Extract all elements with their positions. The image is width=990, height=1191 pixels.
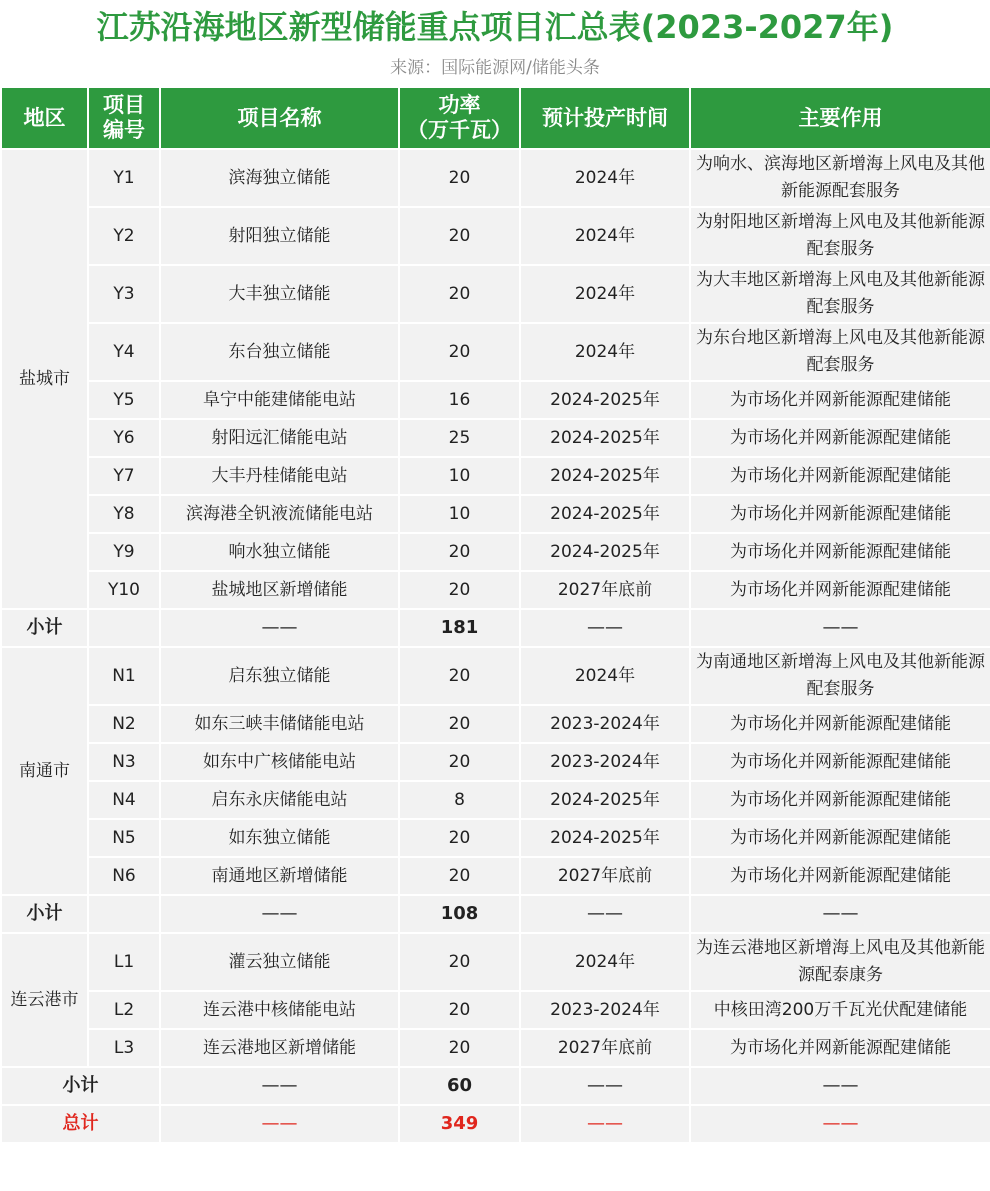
header-code: 项目 编号 <box>88 87 160 149</box>
table-row <box>1 457 990 495</box>
code-cell <box>88 609 160 647</box>
time-cell: 2024年 <box>520 647 690 705</box>
code-cell: Y4 <box>88 323 160 381</box>
table-row <box>1 207 990 265</box>
time-cell: 2027年底前 <box>520 1029 690 1067</box>
source-caption: 来源：国际能源网/储能头条 <box>390 58 600 78</box>
time-cell: —— <box>520 1067 690 1105</box>
power-cell: 20 <box>399 647 520 705</box>
purpose-cell: 为市场化并网新能源配建储能 <box>690 419 990 457</box>
code-cell: Y3 <box>88 265 160 323</box>
name-cell: 滨海港全钒液流储能电站 <box>160 495 399 533</box>
subtotal-row <box>1 1067 990 1105</box>
code-cell: L2 <box>88 991 160 1029</box>
time-cell: 2024-2025年 <box>520 819 690 857</box>
name-cell: 射阳独立储能 <box>160 207 399 265</box>
code-cell: N1 <box>88 647 160 705</box>
code-cell: Y10 <box>88 571 160 609</box>
purpose-cell: 为市场化并网新能源配建储能 <box>690 857 990 895</box>
name-cell: 如东独立储能 <box>160 819 399 857</box>
name-cell: 灌云独立储能 <box>160 933 399 991</box>
table-row <box>1 495 990 533</box>
purpose-cell: 为市场化并网新能源配建储能 <box>690 533 990 571</box>
table-row <box>1 781 990 819</box>
time-cell: 2024年 <box>520 933 690 991</box>
purpose-cell: 为大丰地区新增海上风电及其他新能源配套服务 <box>690 265 990 323</box>
code-cell: N4 <box>88 781 160 819</box>
code-cell: L1 <box>88 933 160 991</box>
time-cell: —— <box>520 895 690 933</box>
code-cell <box>88 895 160 933</box>
subtotal-label: 小计 <box>1 895 88 933</box>
code-cell: Y8 <box>88 495 160 533</box>
region-cell: 盐城市 <box>1 149 88 609</box>
time-cell: 2024-2025年 <box>520 781 690 819</box>
subtotal-power: 60 <box>399 1067 520 1105</box>
name-cell: 如东三峡丰储储能电站 <box>160 705 399 743</box>
time-cell: 2024-2025年 <box>520 419 690 457</box>
name-cell: —— <box>160 895 399 933</box>
code-cell: N6 <box>88 857 160 895</box>
code-cell: Y9 <box>88 533 160 571</box>
purpose-cell: 为市场化并网新能源配建储能 <box>690 819 990 857</box>
table-row <box>1 857 990 895</box>
power-cell: 8 <box>399 781 520 819</box>
code-cell: N3 <box>88 743 160 781</box>
header-region: 地区 <box>1 87 88 149</box>
power-cell: 20 <box>399 149 520 207</box>
purpose-cell: 中核田湾200万千瓦光伏配建储能 <box>690 991 990 1029</box>
time-cell: 2024-2025年 <box>520 457 690 495</box>
power-cell: 20 <box>399 743 520 781</box>
power-cell: 25 <box>399 419 520 457</box>
code-cell: Y5 <box>88 381 160 419</box>
purpose-cell: 为东台地区新增海上风电及其他新能源配套服务 <box>690 323 990 381</box>
purpose-cell: 为市场化并网新能源配建储能 <box>690 381 990 419</box>
power-cell: 20 <box>399 819 520 857</box>
subtotal-power: 108 <box>399 895 520 933</box>
name-cell: 东台独立储能 <box>160 323 399 381</box>
purpose-cell: 为市场化并网新能源配建储能 <box>690 705 990 743</box>
name-cell: 连云港中核储能电站 <box>160 991 399 1029</box>
time-cell: 2023-2024年 <box>520 705 690 743</box>
purpose-cell: 为市场化并网新能源配建储能 <box>690 743 990 781</box>
power-cell: 20 <box>399 323 520 381</box>
name-cell: 启东独立储能 <box>160 647 399 705</box>
subtotal-label: 小计 <box>1 609 88 647</box>
subtotal-row <box>1 895 990 933</box>
power-cell: 20 <box>399 933 520 991</box>
time-cell: 2027年底前 <box>520 571 690 609</box>
purpose-cell: 为市场化并网新能源配建储能 <box>690 571 990 609</box>
header-row <box>1 87 990 149</box>
name-cell: 滨海独立储能 <box>160 149 399 207</box>
purpose-cell: —— <box>690 895 990 933</box>
subtotal-label: 小计 <box>1 1067 160 1105</box>
projects-table <box>0 86 990 1144</box>
name-cell: 大丰独立储能 <box>160 265 399 323</box>
table-row <box>1 419 990 457</box>
name-cell: 大丰丹桂储能电站 <box>160 457 399 495</box>
name-cell: —— <box>160 1067 399 1105</box>
purpose-cell: 为市场化并网新能源配建储能 <box>690 1029 990 1067</box>
code-cell: L3 <box>88 1029 160 1067</box>
name-cell: 如东中广核储能电站 <box>160 743 399 781</box>
purpose-cell: 为射阳地区新增海上风电及其他新能源配套服务 <box>690 207 990 265</box>
table-row <box>1 381 990 419</box>
name-cell: —— <box>160 609 399 647</box>
purpose-cell: —— <box>690 609 990 647</box>
power-cell: 10 <box>399 457 520 495</box>
power-cell: 20 <box>399 857 520 895</box>
table-row <box>1 1029 990 1067</box>
power-cell: 20 <box>399 1029 520 1067</box>
name-cell: 盐城地区新增储能 <box>160 571 399 609</box>
time-cell: 2023-2024年 <box>520 991 690 1029</box>
purpose-cell: —— <box>690 1105 990 1143</box>
table-row <box>1 933 990 991</box>
power-cell: 20 <box>399 265 520 323</box>
power-cell: 16 <box>399 381 520 419</box>
time-cell: 2024年 <box>520 207 690 265</box>
subtotal-power: 181 <box>399 609 520 647</box>
time-cell: 2023-2024年 <box>520 743 690 781</box>
name-cell: 响水独立储能 <box>160 533 399 571</box>
table-row <box>1 991 990 1029</box>
page-title: 江苏沿海地区新型储能重点项目汇总表(2023-2027年) <box>96 8 894 46</box>
table-row <box>1 323 990 381</box>
table-row <box>1 533 990 571</box>
header-time: 预计投产时间 <box>520 87 690 149</box>
name-cell: 阜宁中能建储能电站 <box>160 381 399 419</box>
total-label: 总计 <box>1 1105 160 1143</box>
purpose-cell: 为连云港地区新增海上风电及其他新能源配泰康务 <box>690 933 990 991</box>
table-row <box>1 149 990 207</box>
code-cell: N2 <box>88 705 160 743</box>
time-cell: —— <box>520 609 690 647</box>
purpose-cell: 为市场化并网新能源配建储能 <box>690 457 990 495</box>
code-cell: Y1 <box>88 149 160 207</box>
table-row <box>1 571 990 609</box>
table-row <box>1 819 990 857</box>
header-power: 功率 （万千瓦） <box>399 87 520 149</box>
name-cell: 启东永庆储能电站 <box>160 781 399 819</box>
purpose-cell: 为市场化并网新能源配建储能 <box>690 781 990 819</box>
subtotal-row <box>1 609 990 647</box>
time-cell: 2024年 <box>520 323 690 381</box>
power-cell: 20 <box>399 533 520 571</box>
purpose-cell: 为响水、滨海地区新增海上风电及其他新能源配套服务 <box>690 149 990 207</box>
purpose-cell: —— <box>690 1067 990 1105</box>
power-cell: 20 <box>399 991 520 1029</box>
time-cell: 2024-2025年 <box>520 495 690 533</box>
power-cell: 20 <box>399 571 520 609</box>
region-cell: 连云港市 <box>1 933 88 1067</box>
table-row <box>1 647 990 705</box>
name-cell: —— <box>160 1105 399 1143</box>
power-cell: 10 <box>399 495 520 533</box>
power-cell: 20 <box>399 207 520 265</box>
time-cell: 2024-2025年 <box>520 533 690 571</box>
name-cell: 连云港地区新增储能 <box>160 1029 399 1067</box>
power-cell: 20 <box>399 705 520 743</box>
total-power: 349 <box>399 1105 520 1143</box>
code-cell: Y6 <box>88 419 160 457</box>
table-row <box>1 743 990 781</box>
table-row <box>1 265 990 323</box>
name-cell: 南通地区新增储能 <box>160 857 399 895</box>
code-cell: Y7 <box>88 457 160 495</box>
time-cell: —— <box>520 1105 690 1143</box>
time-cell: 2024-2025年 <box>520 381 690 419</box>
header-name: 项目名称 <box>160 87 399 149</box>
purpose-cell: 为市场化并网新能源配建储能 <box>690 495 990 533</box>
code-cell: N5 <box>88 819 160 857</box>
purpose-cell: 为南通地区新增海上风电及其他新能源配套服务 <box>690 647 990 705</box>
code-cell: Y2 <box>88 207 160 265</box>
header-purpose: 主要作用 <box>690 87 990 149</box>
time-cell: 2024年 <box>520 265 690 323</box>
name-cell: 射阳远汇储能电站 <box>160 419 399 457</box>
time-cell: 2024年 <box>520 149 690 207</box>
table-row <box>1 705 990 743</box>
time-cell: 2027年底前 <box>520 857 690 895</box>
total-row <box>1 1105 990 1143</box>
region-cell: 南通市 <box>1 647 88 895</box>
